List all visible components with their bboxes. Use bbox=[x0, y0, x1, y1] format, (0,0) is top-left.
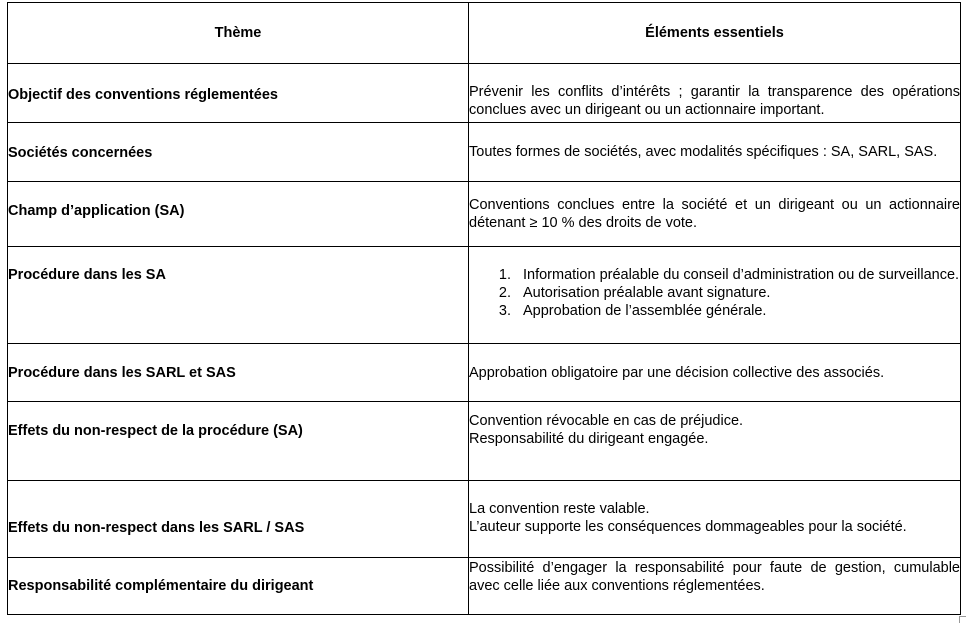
row-description bbox=[469, 558, 961, 615]
row-description bbox=[469, 123, 961, 182]
header-row bbox=[8, 3, 961, 64]
text-cursor-mark bbox=[960, 122, 961, 139]
row-theme bbox=[8, 182, 469, 247]
row-theme bbox=[8, 64, 469, 123]
row-line: Responsabilité du dirigeant engagée. bbox=[469, 431, 709, 447]
row-description bbox=[469, 247, 961, 344]
row-line: Convention révocable en cas de préjudice. bbox=[469, 413, 744, 429]
procedure-list bbox=[469, 266, 960, 320]
row-theme-label: Sociétés concernées bbox=[8, 145, 153, 161]
row-theme bbox=[8, 558, 469, 615]
row-text: Conventions conclues entre la société et un dirigeant ou un actionnaire détenant ≥ 10 % des droits de vote. bbox=[469, 197, 960, 231]
row-theme-label: Effets du non-respect de la procédure (SA) bbox=[8, 423, 303, 439]
row-description bbox=[469, 481, 961, 558]
table-row bbox=[8, 558, 961, 615]
row-line: La convention reste valable. bbox=[469, 501, 650, 517]
row-text: Approbation obligatoire par une décision collective des associés. bbox=[469, 365, 885, 381]
row-text: Possibilité d’engager la responsabilité pour faute de gestion, cumulable avec celle liée aux conventions réglementées. bbox=[469, 560, 960, 594]
table-row bbox=[8, 182, 961, 247]
row-description bbox=[469, 402, 961, 481]
row-theme-label: Procédure dans les SARL et SAS bbox=[8, 365, 236, 381]
row-theme-label: Procédure dans les SA bbox=[8, 267, 166, 283]
table-row bbox=[8, 123, 961, 182]
row-theme bbox=[8, 247, 469, 344]
row-description bbox=[469, 182, 961, 247]
row-theme-label: Champ d’application (SA) bbox=[8, 203, 185, 219]
row-text: Prévenir les conflits d’intérêts ; garantir la transparence des opérations conclues avec un dirigeant ou un actionnaire important. bbox=[469, 84, 960, 118]
table-row bbox=[8, 402, 961, 481]
table-row bbox=[8, 247, 961, 344]
table-row bbox=[8, 64, 961, 123]
row-text: Toutes formes de sociétés, avec modalités spécifiques : SA, SARL, SAS. bbox=[469, 144, 938, 160]
row-theme-label: Effets du non-respect dans les SARL / SAS bbox=[8, 520, 305, 536]
list-item: 3. Approbation de l’assemblée générale. bbox=[515, 302, 960, 320]
row-line: L’auteur supporte les conséquences dommageables pour la société. bbox=[469, 519, 907, 535]
header-elements: Éléments essentiels bbox=[469, 3, 961, 64]
row-theme bbox=[8, 481, 469, 558]
page-corner-mark bbox=[959, 616, 966, 623]
row-theme-label: Responsabilité complémentaire du dirigeant bbox=[8, 578, 314, 594]
table-row bbox=[8, 344, 961, 402]
table-row bbox=[8, 481, 961, 558]
row-description bbox=[469, 64, 961, 123]
list-item: 2. Autorisation préalable avant signature. bbox=[515, 284, 960, 302]
row-theme-label: Objectif des conventions réglementées bbox=[8, 87, 278, 103]
summary-table bbox=[7, 2, 961, 615]
row-theme bbox=[8, 402, 469, 481]
row-theme bbox=[8, 344, 469, 402]
row-theme bbox=[8, 123, 469, 182]
list-item: 1. Information préalable du conseil d’administration ou de surveillance. bbox=[515, 266, 960, 284]
header-theme: Thème bbox=[8, 3, 469, 64]
row-description bbox=[469, 344, 961, 402]
